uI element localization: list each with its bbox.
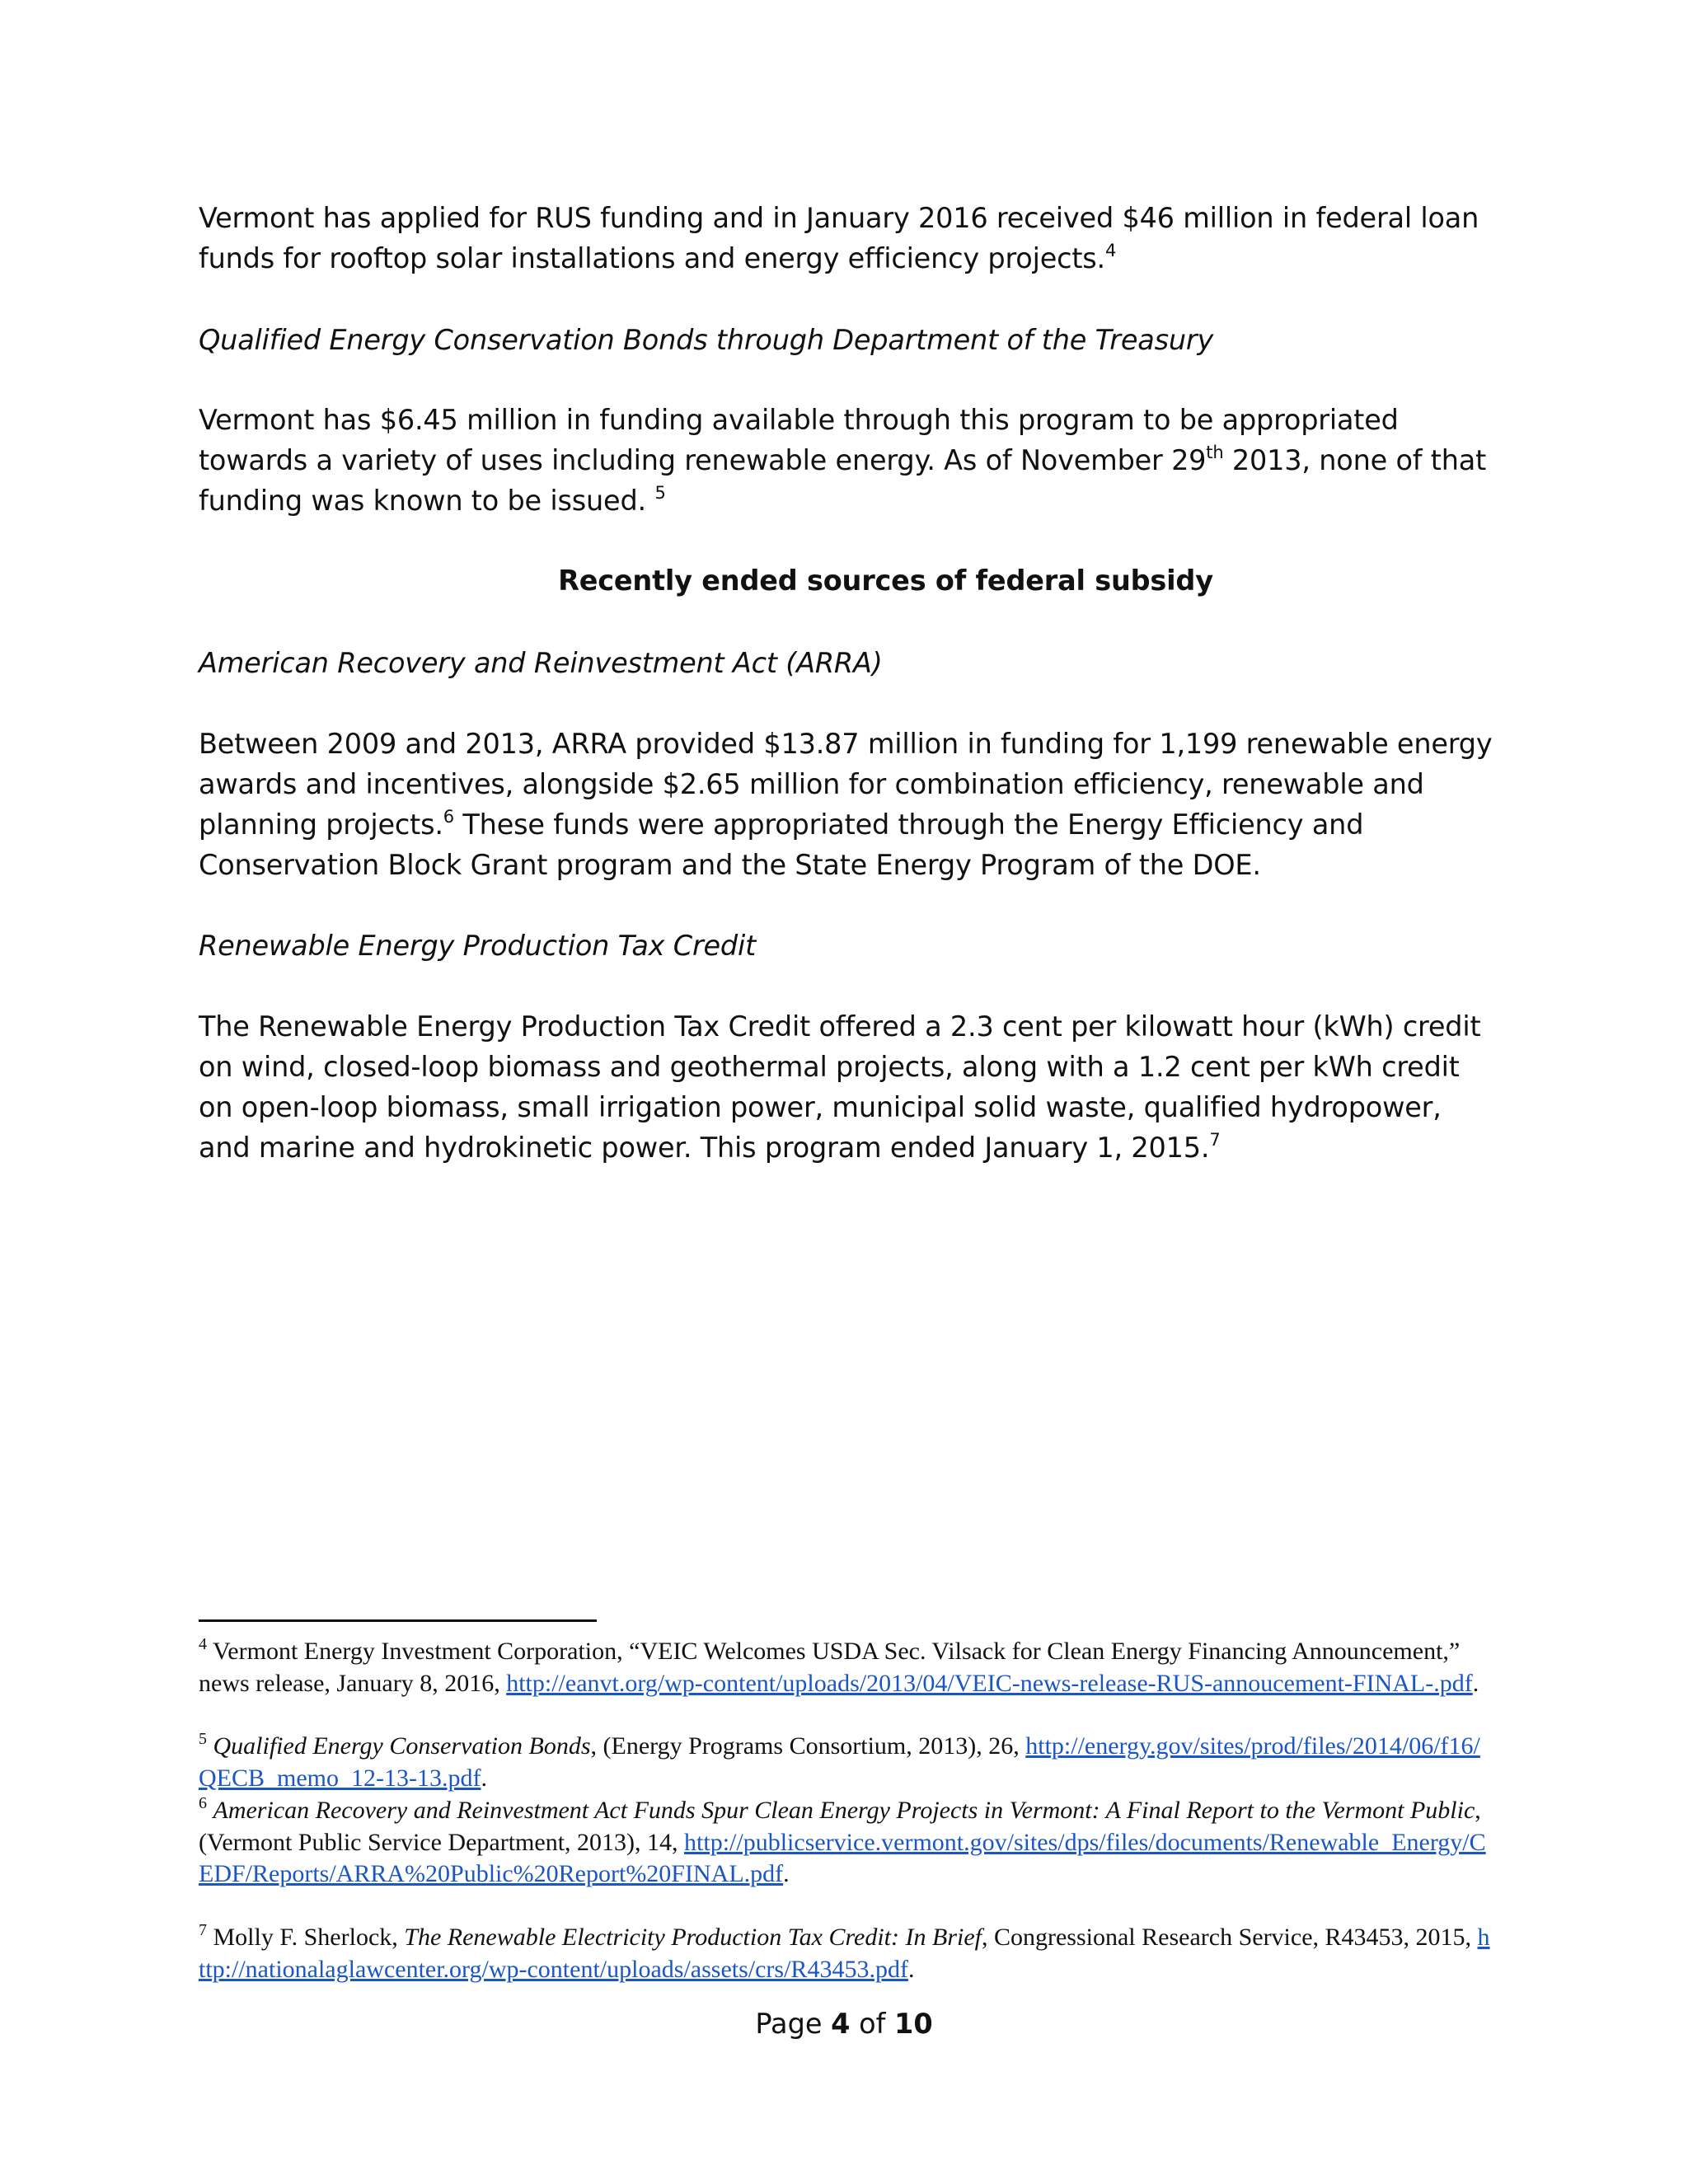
footnote-5-link[interactable]: http://energy.gov/sites/prod/files/2014/06/f16/QECB_memo_12-13-13.pdf <box>199 1732 1480 1792</box>
paragraph-ptc: The Renewable Energy Production Tax Credit offered a 2.3 cent per kilowatt hour (kWh) credit on wind, closed-loop biomass and geothermal projects, along with a 1.2 cent per kWh credit on open-loop biomass, small irrigation power, municipal solid waste, qualified hydropower, and marine and hydrokinetic power. This program ended January 1, 2015.$^7$ <box>199 1010 1481 1164</box>
footnote-4: $^4$ Vermont Energy Investment Corporation, “VEIC Welcomes USDA Sec. Vilsack for Clean Energy Financing Announcement,” news release, January 8, 2016, http://eanvt.org/wp-content/uploads/2013/04/VEIC-news-release-RUS-annoucement-FINAL-.pdf. <box>199 1635 1479 1697</box>
footnote-7: $^7$ Molly F. Sherlock, The Renewable Electricity Production Tax Credit: In Brief, Congressional Research Service, R43453, 2015, http://nationalaglawcenter.org/wp-content/uploads/assets/crs/R43453.pdf. <box>199 1921 1490 1983</box>
footnote-7-link[interactable]: http://nationalaglawcenter.org/wp-content/uploads/assets/crs/R43453.pdf <box>199 1924 1490 1983</box>
section-heading: Recently ended sources of federal subsidy <box>558 565 1213 597</box>
footnote-ref-4[interactable]: 4 <box>1104 240 1117 260</box>
paragraph-arra: Between 2009 and 2013, ARRA provided $13.87 million in funding for 1,199 renewable energy awards and incentives, alongside $2.65 million for combination efficiency, renewable and planning projects.$^6$ These funds were appropriated through the Energy Efficiency and Conservation Block Grant program and the State Energy Program of the DOE. <box>199 728 1493 881</box>
current-page-number: 4 <box>831 2008 851 2040</box>
footnote-ref-7[interactable]: 7 <box>1209 1129 1221 1150</box>
paragraph-qecb: Vermont has $6.45 million in funding available through this program to be appropriated towards a variety of uses including renewable energy. As of November 29th 2013, none of that funding was known to be issued. $^5$ <box>199 404 1487 517</box>
total-page-count: 10 <box>894 2008 933 2040</box>
footnote-ref-6[interactable]: 6 <box>443 806 454 827</box>
footnote-5: $^5$ Qualified Energy Conservation Bonds, (Energy Programs Consortium, 2013), 26, http://energy.gov/sites/prod/files/2014/06/f16/QECB_memo_12-13-13.pdf. <box>199 1730 1480 1792</box>
footnote-ref-5[interactable]: 5 <box>654 482 666 503</box>
page-number-footer: Page 4 of 10 <box>755 2008 933 2040</box>
footnote-6: $^6$ American Recovery and Reinvestment Act Funds Spur Clean Energy Projects in Vermont: A Final Report to the Vermont Public, (Vermont Public Service Department, 2013), 14, http://publicservice.vermont.gov/sites/dps/files/documents/Renewable_Energy/CEDF/Reports/ARRA%20Public%20Report%20FINAL.pdf. <box>199 1794 1486 1887</box>
subheading-qecb: Qualified Energy Conservation Bonds through Department of the Treasury <box>199 324 1214 356</box>
subheading-ptc: Renewable Energy Production Tax Credit <box>199 930 757 962</box>
footnote-6-link[interactable]: http://publicservice.vermont.gov/sites/dps/files/documents/Renewable_Energy/CEDF/Reports/ARRA%20Public%20Report%20FINAL.pdf <box>199 1828 1486 1887</box>
footnote-separator <box>199 1619 597 1622</box>
paragraph-rus-funding: Vermont has applied for RUS funding and in January 2016 received $46 million in federal loan funds for rooftop solar installations and energy efficiency projects.$^4$ <box>199 202 1479 274</box>
subheading-arra: American Recovery and Reinvestment Act (ARRA) <box>199 647 883 679</box>
footnote-4-link[interactable]: http://eanvt.org/wp-content/uploads/2013/04/VEIC-news-release-RUS-annoucement-FINAL-.pdf <box>506 1669 1473 1697</box>
